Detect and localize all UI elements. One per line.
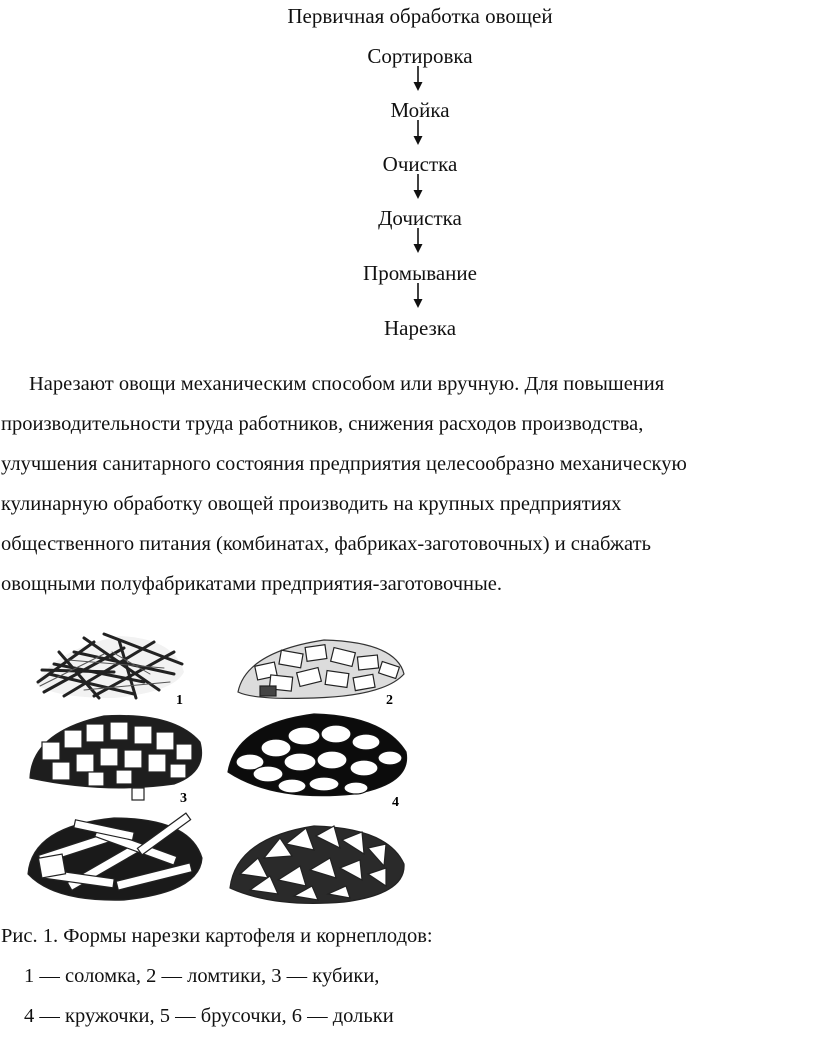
body-paragraph xyxy=(1,364,813,604)
figure-label-3: 3 xyxy=(180,791,187,806)
cut-slices-illustration xyxy=(238,640,404,698)
paragraph-line: общественного питания (комбинатах, фабриках-заготовочных) и снабжать xyxy=(1,533,651,555)
cut-wedges-illustration xyxy=(230,826,404,903)
vegetable-cuts-illustration xyxy=(24,612,424,912)
figure-caption-title: Рис. 1. Формы нарезки картофеля и корнеплодов: xyxy=(1,925,433,947)
step-rinsing: Промывание xyxy=(363,261,477,285)
process-flowchart xyxy=(0,0,816,345)
step-cutting: Нарезка xyxy=(383,316,457,340)
figure-label-2: 2 xyxy=(386,693,393,708)
cut-batons-illustration xyxy=(28,813,202,900)
page-title: Первичная обработка овощей xyxy=(287,4,553,28)
cut-straws-illustration xyxy=(36,634,184,698)
paragraph-line: улучшения санитарного состояния предприятия целесообразно механическую xyxy=(1,453,687,475)
arrow-down-icon xyxy=(412,120,424,146)
figure-caption-legend-2: 4 — кружочки, 5 — брусочки, 6 — дольки xyxy=(24,1005,394,1027)
paragraph-line: кулинарную обработку овощей производить на крупных предприятиях xyxy=(1,493,622,515)
cut-cubes-illustration xyxy=(30,716,202,800)
figure-label-4: 4 xyxy=(392,795,399,810)
step-sorting: Сортировка xyxy=(367,44,473,68)
step-finishing: Дочистка xyxy=(378,206,462,230)
figure-caption-legend-1: 1 — соломка, 2 — ломтики, 3 — кубики, xyxy=(24,965,380,987)
cut-rounds-illustration xyxy=(228,714,407,796)
arrow-down-icon xyxy=(412,66,424,92)
paragraph-line: овощными полуфабрикатами предприятия-заготовочные. xyxy=(1,573,503,595)
arrow-down-icon xyxy=(412,283,424,309)
arrow-down-icon xyxy=(412,228,424,254)
arrow-down-icon xyxy=(412,174,424,200)
step-peeling: Очистка xyxy=(382,152,458,176)
step-washing: Мойка xyxy=(390,98,450,122)
figure-label-1: 1 xyxy=(176,693,183,708)
paragraph-line: Нарезают овощи механическим способом или вручную. Для повышения xyxy=(29,373,665,395)
paragraph-line: производительности труда работников, снижения расходов производства, xyxy=(1,413,644,435)
